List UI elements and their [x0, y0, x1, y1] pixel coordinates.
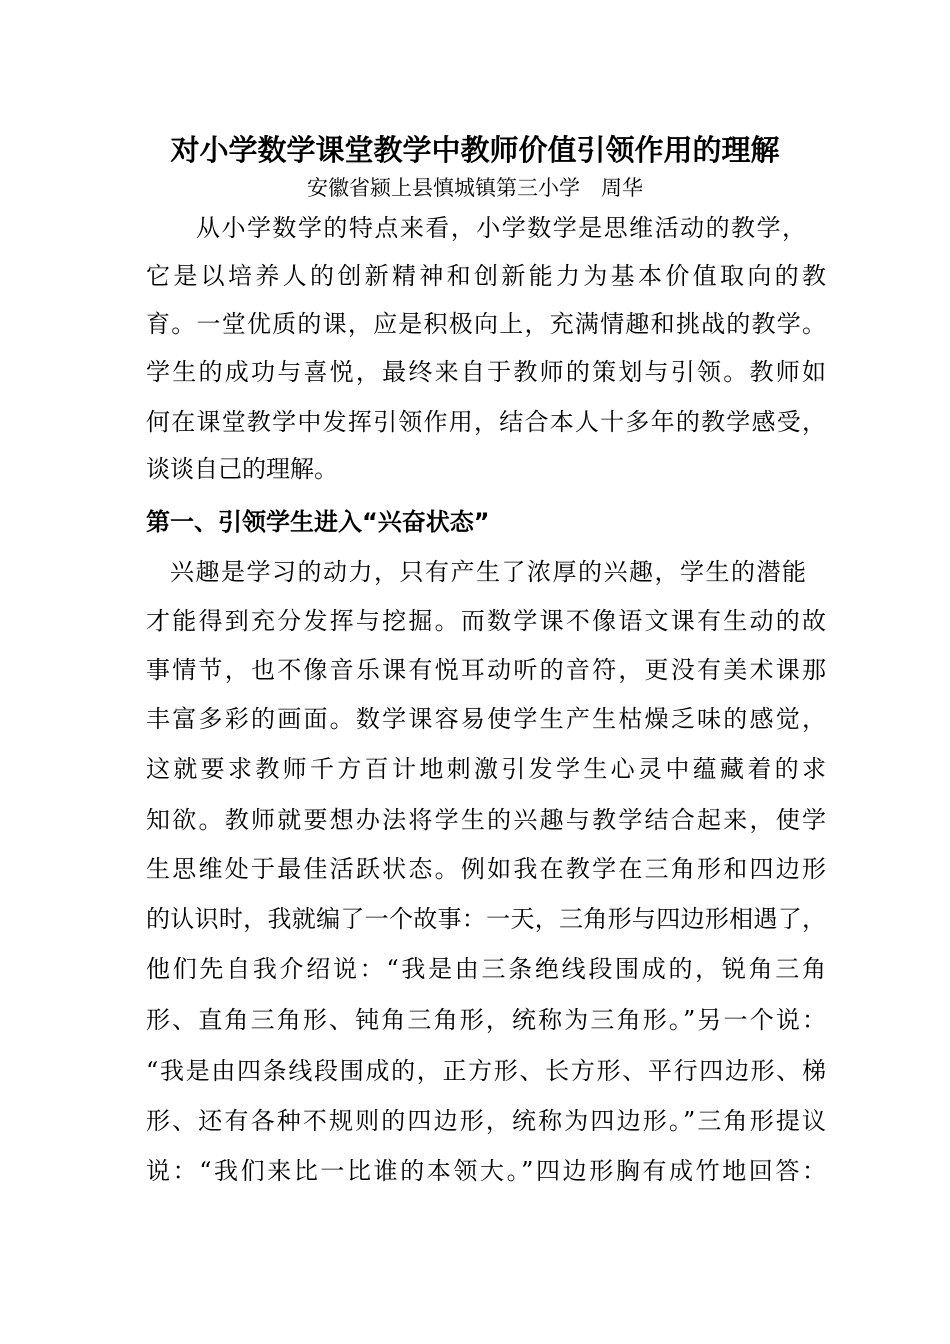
document-title: 对小学数学课堂教学中教师价值引领作用的理解	[170, 133, 780, 167]
paragraph-line: 形、还有各种不规则的四边形，统称为四边形。”三角形提议	[146, 1107, 826, 1135]
author-line: 安徽省颍上县慎城镇第三小学 周华	[307, 176, 643, 200]
paragraph-line: 形、直角三角形、钝角三角形，统称为三角形。”另一个说：	[146, 1006, 826, 1034]
paragraph-line: 事情节，也不像音乐课有悦耳动听的音符，更没有美术课那	[146, 656, 826, 684]
paragraph-line: 它是以培养人的创新精神和创新能力为基本价值取向的教	[146, 262, 826, 290]
paragraph-line: 育。一堂优质的课，应是积极向上，充满情趣和挑战的教学。	[146, 310, 826, 338]
section-heading: 第一、引领学生进入“兴奋状态”	[146, 508, 490, 536]
paragraph-line: 学生的成功与喜悦，最终来自于教师的策划与引领。教师如	[146, 358, 826, 386]
paragraph-line: 说：“我们来比一比谁的本领大。”四边形胸有成竹地回答：	[146, 1157, 826, 1185]
paragraph-line: 谈谈自己的理解。	[146, 455, 338, 483]
paragraph-line: 他们先自我介绍说：“我是由三条绝线段围成的，锐角三角	[146, 955, 826, 983]
paragraph-line: 丰富多彩的画面。数学课容易使学生产生枯燥乏味的感觉，	[146, 705, 826, 733]
paragraph-line: 从小学数学的特点来看，小学数学是思维活动的教学，	[196, 214, 806, 242]
paragraph-line: 生思维处于最佳活跃状态。例如我在教学在三角形和四边形	[146, 855, 826, 883]
paragraph-line: 才能得到充分发挥与挖掘。而数学课不像语文课有生动的故	[146, 607, 826, 635]
paragraph-line: 兴趣是学习的动力，只有产生了浓厚的兴趣，学生的潜能	[170, 558, 806, 586]
paragraph-line: “我是由四条线段围成的，正方形、长方形、平行四边形、梯	[146, 1057, 826, 1085]
paragraph-line: 知欲。教师就要想办法将学生的兴趣与教学结合起来，使学	[146, 806, 826, 834]
paragraph-line: 这就要求教师千方百计地刺激引发学生心灵中蕴藏着的求	[146, 755, 826, 783]
paragraph-line: 何在课堂教学中发挥引领作用，结合本人十多年的教学感受，	[146, 408, 826, 436]
paragraph-line: 的认识时，我就编了一个故事：一天，三角形与四边形相遇了，	[146, 905, 826, 933]
